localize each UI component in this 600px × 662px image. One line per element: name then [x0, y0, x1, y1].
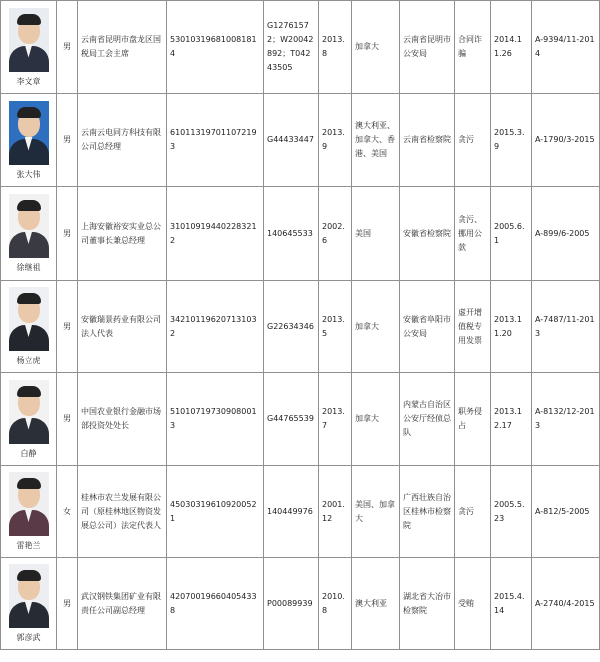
charge-cell: 贪污: [455, 94, 491, 187]
portrait-photo: [9, 472, 49, 536]
roster-body: [1, 1, 600, 650]
agency-cell: 安徽省检察院: [400, 187, 455, 281]
person-name: 徐继祖: [16, 263, 41, 272]
notice-number-cell: A-812/5-2005: [532, 466, 600, 558]
flee-date-cell: 2013.8: [319, 1, 352, 94]
portrait-photo: [9, 287, 49, 351]
person-name: 郭彦武: [16, 633, 41, 642]
gender-cell: 女: [57, 466, 78, 558]
destination-cell: 加拿大: [352, 1, 400, 94]
agency-cell: 安徽省阜阳市公安局: [400, 281, 455, 373]
notice-date-cell: 2014.11.26: [491, 1, 532, 94]
charge-cell: 虚开增值税专用发票: [455, 281, 491, 373]
passport-cell: G12761572；W20042892；T04243505: [264, 1, 319, 94]
id-number-cell: 610113197011072193: [167, 94, 264, 187]
position-cell: 桂林市农兰发展有限公司（原桂林地区物资发展总公司）法定代表人: [78, 466, 167, 558]
id-number-cell: 510107197309080013: [167, 373, 264, 466]
notice-date-cell: 2013.11.20: [491, 281, 532, 373]
person-name: 杨立虎: [16, 356, 41, 365]
destination-cell: 美国、加拿大: [352, 466, 400, 558]
position-cell: 中国农业银行金融市场部投资处处长: [78, 373, 167, 466]
passport-cell: 140449976: [264, 466, 319, 558]
portrait-photo: [9, 564, 49, 628]
photo-cell: [1, 466, 57, 558]
passport-cell: G22634346: [264, 281, 319, 373]
notice-number-cell: A-899/6-2005: [532, 187, 600, 281]
person-name: 白静: [20, 448, 37, 458]
destination-cell: 加拿大: [352, 281, 400, 373]
passport-cell: G44433447: [264, 94, 319, 187]
portrait-photo: [9, 194, 49, 258]
table-row: [1, 187, 600, 281]
position-cell: 安徽瑞景药业有限公司法人代表: [78, 281, 167, 373]
portrait-photo: [9, 380, 49, 444]
gender-cell: 男: [57, 94, 78, 187]
destination-cell: 加拿大: [352, 373, 400, 466]
person-name: 李文章: [16, 76, 41, 86]
passport-cell: P00089939: [264, 558, 319, 650]
id-number-cell: 450303196109200521: [167, 466, 264, 558]
charge-cell: 贪污: [455, 466, 491, 558]
notice-date-cell: 2015.3.9: [491, 94, 532, 187]
flee-date-cell: 2002.6: [319, 187, 352, 281]
destination-cell: 澳大利亚: [352, 558, 400, 650]
position-cell: 云南省昆明市盘龙区国税局工会主席: [78, 1, 167, 94]
notice-date-cell: 2015.4.14: [491, 558, 532, 650]
gender-cell: 男: [57, 187, 78, 281]
gender-cell: 男: [57, 558, 78, 650]
id-number-cell: 530103196810081814: [167, 1, 264, 94]
notice-number-cell: A-7487/11-2013: [532, 281, 600, 373]
gender-cell: 男: [57, 281, 78, 373]
flee-date-cell: 2010.8: [319, 558, 352, 650]
agency-cell: 广西壮族自治区桂林市检察院: [400, 466, 455, 558]
charge-cell: 贪污、挪用公款: [455, 187, 491, 281]
notice-number-cell: A-8132/12-2013: [532, 373, 600, 466]
gender-cell: 男: [57, 1, 78, 94]
id-number-cell: 310109194402283212: [167, 187, 264, 281]
photo-cell: [1, 1, 57, 94]
flee-date-cell: 2013.9: [319, 94, 352, 187]
notice-number-cell: A-9394/11-2014: [532, 1, 600, 94]
notice-number-cell: A-1790/3-2015: [532, 94, 600, 187]
position-cell: 上海安徽裕安实业总公司董事长兼总经理: [78, 187, 167, 281]
photo-cell: [1, 94, 57, 187]
table-row: [1, 1, 600, 94]
charge-cell: 合同诈骗: [455, 1, 491, 94]
charge-cell: 受贿: [455, 558, 491, 650]
photo-cell: [1, 558, 57, 650]
agency-cell: 云南省检察院: [400, 94, 455, 187]
photo-cell: [1, 373, 57, 466]
notice-number-cell: A-2740/4-2015: [532, 558, 600, 650]
flee-date-cell: 2001.12: [319, 466, 352, 558]
portrait-photo: [9, 8, 49, 72]
table-row: [1, 281, 600, 373]
notice-date-cell: 2013.12.17: [491, 373, 532, 466]
id-number-cell: 420700196604054338: [167, 558, 264, 650]
notice-date-cell: 2005.5.23: [491, 466, 532, 558]
passport-cell: 140645533: [264, 187, 319, 281]
table-row: [1, 373, 600, 466]
destination-cell: 美国: [352, 187, 400, 281]
agency-cell: 湖北省大冶市检察院: [400, 558, 455, 650]
portrait-photo: [9, 101, 49, 165]
person-name: 张大伟: [16, 169, 41, 179]
flee-date-cell: 2013.7: [319, 373, 352, 466]
person-name: 雷艳兰: [16, 541, 41, 550]
photo-cell: [1, 187, 57, 281]
id-number-cell: 342101196207131032: [167, 281, 264, 373]
position-cell: 武汉钢铁集团矿业有限责任公司副总经理: [78, 558, 167, 650]
passport-cell: G44765539: [264, 373, 319, 466]
photo-cell: [1, 281, 57, 373]
charge-cell: 职务侵占: [455, 373, 491, 466]
gender-cell: 男: [57, 373, 78, 466]
notice-date-cell: 2005.6.1: [491, 187, 532, 281]
table-row: [1, 558, 600, 650]
flee-date-cell: 2013.5: [319, 281, 352, 373]
agency-cell: 云南省昆明市公安局: [400, 1, 455, 94]
agency-cell: 内蒙古自治区公安厅经侦总队: [400, 373, 455, 466]
position-cell: 云南云电同方科技有限公司总经理: [78, 94, 167, 187]
table-row: [1, 94, 600, 187]
table-row: [1, 466, 600, 558]
destination-cell: 澳大利亚、加拿大、香港、美国: [352, 94, 400, 187]
